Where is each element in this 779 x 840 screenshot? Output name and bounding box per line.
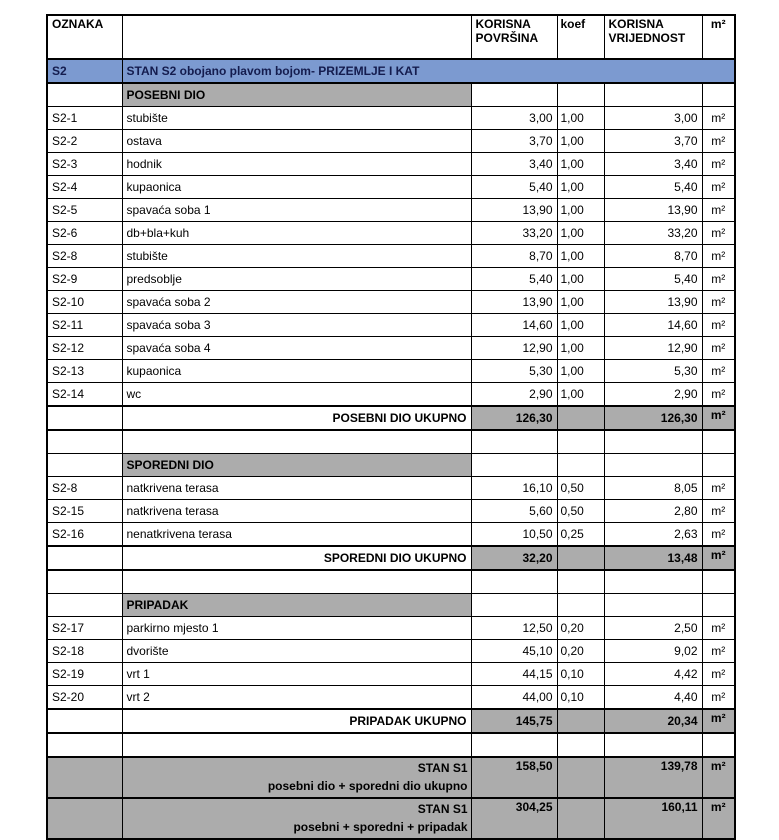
total-unit: m² xyxy=(702,546,735,570)
cell-area: 45,10 xyxy=(471,640,557,663)
cell-unit: m² xyxy=(702,477,735,500)
table-row xyxy=(47,245,735,268)
cell-value: 3,00 xyxy=(604,107,702,130)
table-row xyxy=(47,477,735,500)
cell-koef: 1,00 xyxy=(557,314,604,337)
total-area: 32,20 xyxy=(471,546,557,570)
cell-koef: 1,00 xyxy=(557,245,604,268)
table-row xyxy=(47,523,735,547)
table-row xyxy=(47,640,735,663)
cell-description: spavaća soba 3 xyxy=(122,314,471,337)
cell-value: 3,70 xyxy=(604,130,702,153)
cell-koef: 1,00 xyxy=(557,291,604,314)
total-unit: m² xyxy=(702,709,735,733)
cell-area: 12,90 xyxy=(471,337,557,360)
cell-value: 8,05 xyxy=(604,477,702,500)
spacer-row xyxy=(47,733,735,757)
cell-code: S2-18 xyxy=(47,640,122,663)
cell-value: 4,40 xyxy=(604,686,702,710)
cell-description: kupaonica xyxy=(122,176,471,199)
table-row xyxy=(47,383,735,407)
cell-value: 14,60 xyxy=(604,314,702,337)
spacer-row xyxy=(47,570,735,594)
cell-description: natkrivena terasa xyxy=(122,477,471,500)
cell-koef: 1,00 xyxy=(557,130,604,153)
section-total-row xyxy=(47,709,735,733)
cell-description: dvorište xyxy=(122,640,471,663)
cell-code: S2-9 xyxy=(47,268,122,291)
cell-code: S2-13 xyxy=(47,360,122,383)
cell-description: natkrivena terasa xyxy=(122,500,471,523)
cell-value: 5,30 xyxy=(604,360,702,383)
cell-koef: 0,10 xyxy=(557,686,604,710)
cell-code: S2-5 xyxy=(47,199,122,222)
cell-description: stubište xyxy=(122,245,471,268)
cell-koef: 1,00 xyxy=(557,383,604,407)
cell-unit: m² xyxy=(702,523,735,547)
cell-area: 44,00 xyxy=(471,686,557,710)
section-total-row xyxy=(47,406,735,430)
cell-description: parkirno mjesto 1 xyxy=(122,617,471,640)
cell-area: 3,00 xyxy=(471,107,557,130)
cell-area: 5,30 xyxy=(471,360,557,383)
apartment-code: S2 xyxy=(47,59,122,83)
summary-area: 304,25 xyxy=(471,798,557,839)
total-value: 126,30 xyxy=(604,406,702,430)
cell-value: 2,63 xyxy=(604,523,702,547)
cell-koef: 0,50 xyxy=(557,477,604,500)
spacer-row xyxy=(47,430,735,454)
cell-description: wc xyxy=(122,383,471,407)
section-header-row xyxy=(47,454,735,477)
cell-code: S2-15 xyxy=(47,500,122,523)
cell-code: S2-17 xyxy=(47,617,122,640)
cell-code: S2-3 xyxy=(47,153,122,176)
summary-area: 158,50 xyxy=(471,757,557,798)
cell-unit: m² xyxy=(702,268,735,291)
header-koef: koef xyxy=(557,15,604,59)
cell-unit: m² xyxy=(702,291,735,314)
cell-value: 8,70 xyxy=(604,245,702,268)
cell-value: 13,90 xyxy=(604,199,702,222)
cell-description: spavaća soba 4 xyxy=(122,337,471,360)
summary-title: STAN S1 xyxy=(417,802,468,816)
table-row xyxy=(47,153,735,176)
total-value: 20,34 xyxy=(604,709,702,733)
section-header-row xyxy=(47,83,735,107)
header-korisna-vrijednost: KORISNA VRIJEDNOST xyxy=(604,15,702,59)
table-row xyxy=(47,291,735,314)
table-row xyxy=(47,130,735,153)
cell-value: 9,02 xyxy=(604,640,702,663)
cell-koef: 1,00 xyxy=(557,107,604,130)
summary-label xyxy=(122,757,471,798)
table-row xyxy=(47,337,735,360)
cell-code: S2-14 xyxy=(47,383,122,407)
cell-value: 33,20 xyxy=(604,222,702,245)
cell-value: 5,40 xyxy=(604,268,702,291)
total-area: 126,30 xyxy=(471,406,557,430)
total-value: 13,48 xyxy=(604,546,702,570)
summary-title: STAN S1 xyxy=(417,761,468,775)
cell-code: S2-1 xyxy=(47,107,122,130)
cell-unit: m² xyxy=(702,337,735,360)
summary-subtitle: posebni dio + sporedni dio ukupno xyxy=(267,779,468,793)
header-oznaka: OZNAKA xyxy=(47,15,122,59)
cell-area: 13,90 xyxy=(471,291,557,314)
summary-value: 160,11 xyxy=(604,798,702,839)
cell-code: S2-4 xyxy=(47,176,122,199)
cell-code: S2-10 xyxy=(47,291,122,314)
cell-area: 3,70 xyxy=(471,130,557,153)
cell-code: S2-19 xyxy=(47,663,122,686)
cell-description: vrt 2 xyxy=(122,686,471,710)
cell-area: 12,50 xyxy=(471,617,557,640)
total-label: PRIPADAK UKUPNO xyxy=(122,709,471,733)
cell-area: 14,60 xyxy=(471,314,557,337)
cell-koef: 0,50 xyxy=(557,500,604,523)
cell-value: 2,90 xyxy=(604,383,702,407)
header-unit: m² xyxy=(702,15,735,59)
cell-code: S2-2 xyxy=(47,130,122,153)
cell-value: 2,50 xyxy=(604,617,702,640)
cell-unit: m² xyxy=(702,153,735,176)
section-header-row xyxy=(47,594,735,617)
cell-value: 12,90 xyxy=(604,337,702,360)
cell-koef: 1,00 xyxy=(557,199,604,222)
cell-unit: m² xyxy=(702,500,735,523)
cell-area: 2,90 xyxy=(471,383,557,407)
cell-area: 13,90 xyxy=(471,199,557,222)
cell-area: 5,60 xyxy=(471,500,557,523)
apartment-title: STAN S2 obojano plavom bojom- PRIZEMLJE I KAT xyxy=(122,59,735,83)
cell-code: S2-16 xyxy=(47,523,122,547)
cell-area: 8,70 xyxy=(471,245,557,268)
cell-code: S2-12 xyxy=(47,337,122,360)
cell-area: 44,15 xyxy=(471,663,557,686)
cell-koef: 0,25 xyxy=(557,523,604,547)
cell-unit: m² xyxy=(702,107,735,130)
cell-description: stubište xyxy=(122,107,471,130)
table-row xyxy=(47,500,735,523)
table-row xyxy=(47,199,735,222)
header-description xyxy=(122,15,471,59)
cell-area: 16,10 xyxy=(471,477,557,500)
cell-value: 5,40 xyxy=(604,176,702,199)
cell-value: 13,90 xyxy=(604,291,702,314)
summary-value: 139,78 xyxy=(604,757,702,798)
cell-unit: m² xyxy=(702,176,735,199)
table-row xyxy=(47,314,735,337)
cell-unit: m² xyxy=(702,617,735,640)
table-header-row xyxy=(47,15,735,59)
cell-description: spavaća soba 2 xyxy=(122,291,471,314)
cell-area: 5,40 xyxy=(471,268,557,291)
cell-koef: 1,00 xyxy=(557,222,604,245)
cell-value: 3,40 xyxy=(604,153,702,176)
cell-code: S2-8 xyxy=(47,245,122,268)
cell-unit: m² xyxy=(702,663,735,686)
cell-unit: m² xyxy=(702,686,735,710)
cell-koef: 1,00 xyxy=(557,337,604,360)
cell-koef: 0,20 xyxy=(557,617,604,640)
cell-unit: m² xyxy=(702,245,735,268)
cell-code: S2-8 xyxy=(47,477,122,500)
table-row xyxy=(47,268,735,291)
total-label: POSEBNI DIO UKUPNO xyxy=(122,406,471,430)
area-calculation-table xyxy=(46,14,736,840)
summary-unit: m² xyxy=(702,757,735,798)
cell-value: 4,42 xyxy=(604,663,702,686)
total-area: 145,75 xyxy=(471,709,557,733)
summary-subtitle: posebni + sporedni + pripadak xyxy=(293,820,468,834)
cell-value: 2,80 xyxy=(604,500,702,523)
cell-description: kupaonica xyxy=(122,360,471,383)
cell-koef: 1,00 xyxy=(557,176,604,199)
table-row xyxy=(47,686,735,710)
table-row xyxy=(47,176,735,199)
section-header-label: SPOREDNI DIO xyxy=(122,454,471,477)
cell-description: predsoblje xyxy=(122,268,471,291)
cell-koef: 0,20 xyxy=(557,640,604,663)
cell-code: S2-20 xyxy=(47,686,122,710)
cell-unit: m² xyxy=(702,130,735,153)
cell-area: 33,20 xyxy=(471,222,557,245)
cell-unit: m² xyxy=(702,199,735,222)
cell-code: S2-6 xyxy=(47,222,122,245)
cell-unit: m² xyxy=(702,314,735,337)
summary-row xyxy=(47,798,735,839)
table-row xyxy=(47,222,735,245)
header-korisna-povrsina: KORISNA POVRŠINA xyxy=(471,15,557,59)
cell-koef: 1,00 xyxy=(557,268,604,291)
total-label: SPOREDNI DIO UKUPNO xyxy=(122,546,471,570)
cell-description: vrt 1 xyxy=(122,663,471,686)
cell-description: ostava xyxy=(122,130,471,153)
cell-description: spavaća soba 1 xyxy=(122,199,471,222)
cell-koef: 0,10 xyxy=(557,663,604,686)
cell-description: nenatkrivena terasa xyxy=(122,523,471,547)
table-row xyxy=(47,107,735,130)
total-unit: m² xyxy=(702,406,735,430)
section-header-label: PRIPADAK xyxy=(122,594,471,617)
cell-area: 3,40 xyxy=(471,153,557,176)
cell-unit: m² xyxy=(702,640,735,663)
cell-description: db+bla+kuh xyxy=(122,222,471,245)
cell-area: 10,50 xyxy=(471,523,557,547)
cell-area: 5,40 xyxy=(471,176,557,199)
table-row xyxy=(47,360,735,383)
summary-label xyxy=(122,798,471,839)
section-total-row xyxy=(47,546,735,570)
table-row xyxy=(47,617,735,640)
apartment-title-row xyxy=(47,59,735,83)
cell-unit: m² xyxy=(702,360,735,383)
cell-koef: 1,00 xyxy=(557,360,604,383)
table-row xyxy=(47,663,735,686)
cell-unit: m² xyxy=(702,222,735,245)
cell-code: S2-11 xyxy=(47,314,122,337)
summary-unit: m² xyxy=(702,798,735,839)
summary-row xyxy=(47,757,735,798)
cell-koef: 1,00 xyxy=(557,153,604,176)
cell-unit: m² xyxy=(702,383,735,407)
section-header-label: POSEBNI DIO xyxy=(122,83,471,107)
cell-description: hodnik xyxy=(122,153,471,176)
